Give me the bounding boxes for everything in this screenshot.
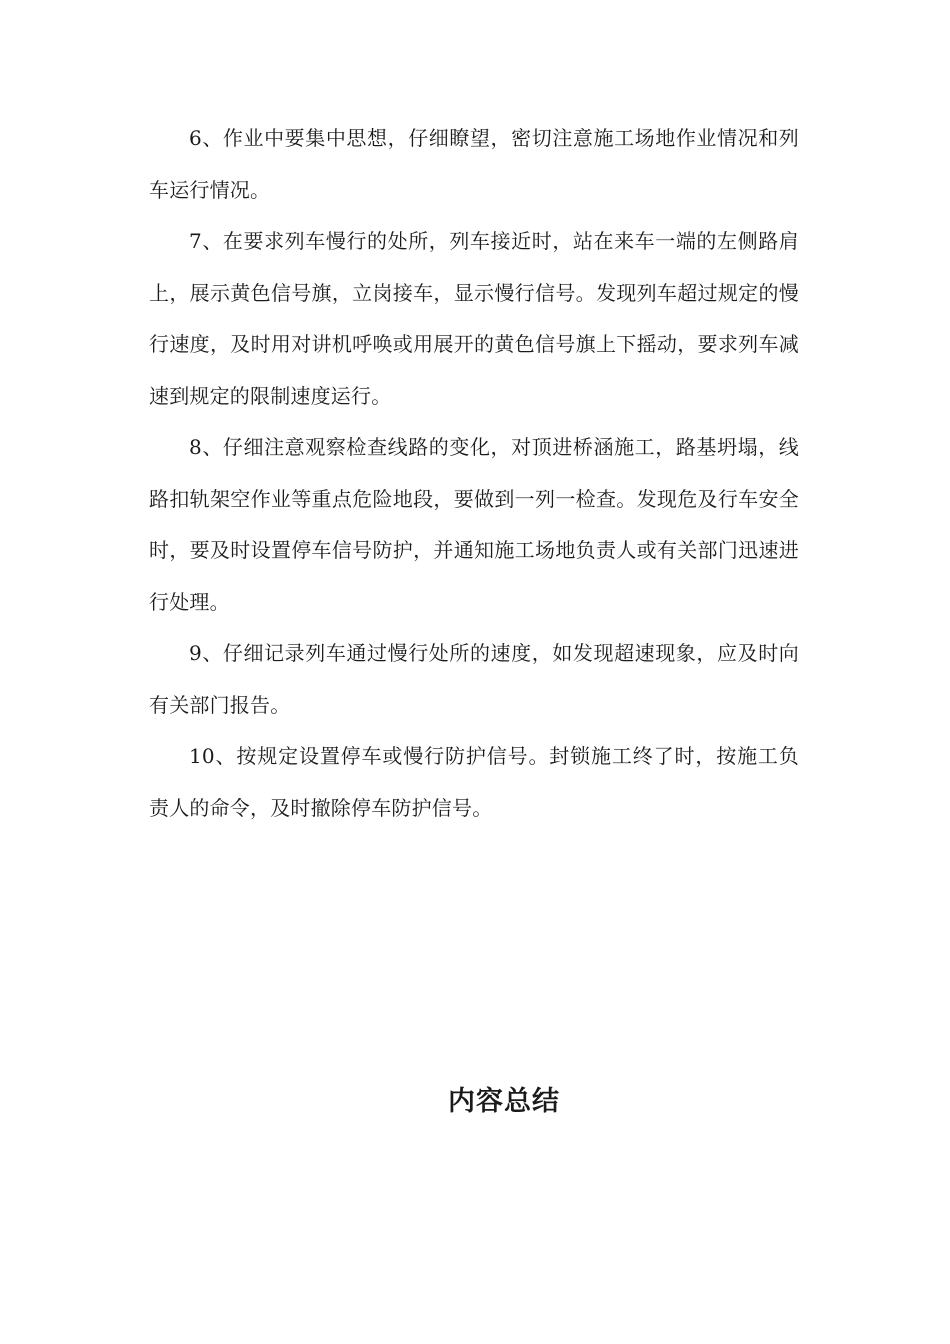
paragraph-item-7: 7、在要求列车慢行的处所，列车接近时，站在来车一端的左侧路肩上，展示黄色信号旗，立岗接车，显示慢行信号。发现列车超过规定的慢行速度，及时用对讲机呼唤或用展开的黄色信号旗上下摇动，要求列车减速到规定的限制速度运行。 [149,229,799,408]
paragraph-item-6: 6、作业中要集中思想，仔细瞭望，密切注意施工场地作业情况和列车运行情况。 [149,126,799,202]
paragraph-item-8: 8、仔细注意观察检查线路的变化，对顶进桥涵施工，路基坍塌，线路扣轨架空作业等重点危险地段，要做到一列一检查。发现危及行车安全时，要及时设置停车信号防护，并通知施工场地负责人或有关部门迅速进行处理。 [149,435,799,614]
summary-heading: 内容总结 [448,1086,560,1117]
paragraph-item-10: 10、按规定设置停车或慢行防护信号。封锁施工终了时，按施工负责人的命令，及时撤除停车防护信号。 [149,744,799,820]
paragraph-item-9: 9、仔细记录列车通过慢行处所的速度，如发现超速现象，应及时向有关部门报告。 [149,641,799,717]
document-body [149,113,799,834]
